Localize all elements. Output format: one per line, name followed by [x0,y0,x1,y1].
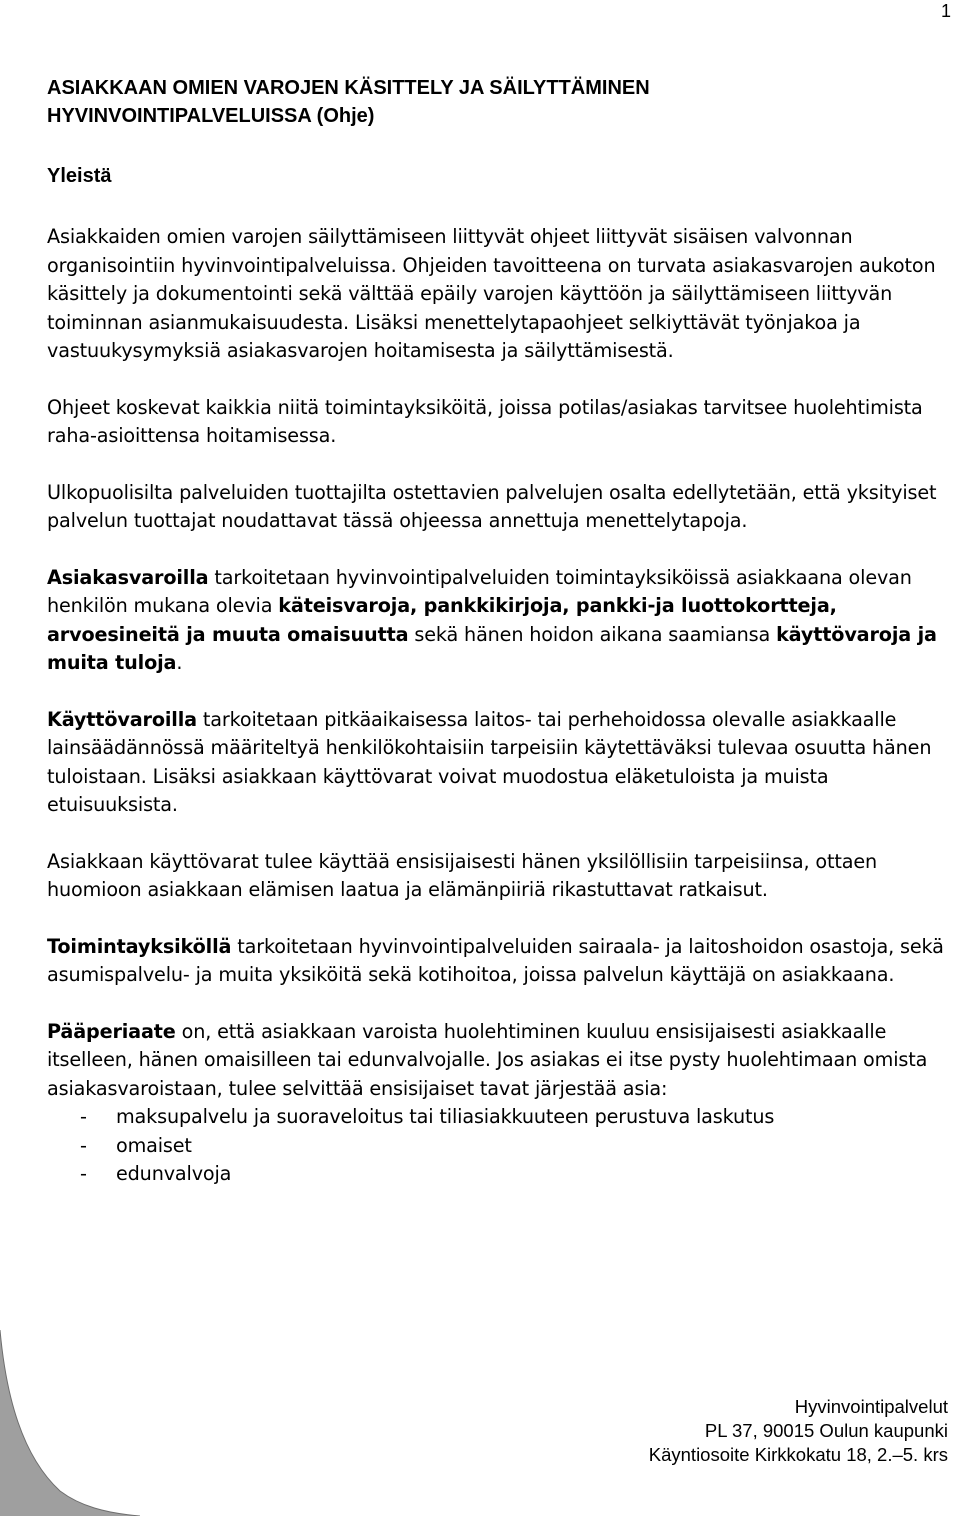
emphasis-assets: käteisvaroja, pankkikirjoja, pankki-ja luottokortteja, arvoesineitä ja muuta omaisuutta [47,594,837,646]
emphasis-kayttovarat: käyttövaroja ja muita tuloja [47,622,937,674]
principle-text: on, että asiakkaan varoista huolehtiminen kuuluu ensisijaisesti asiakkaalle itselleen, hänen omaisilleen tai edunvalvojalle. Jos asiakas ei itse pysty huolehtimaan omista asiakasvaroistaan, tulee selvittää ensisijaiset tavat järjestää asia: [47,1019,928,1100]
document-title-line-2: HYVINVOINTIPALVELUISSA (Ohje) [47,105,375,127]
paragraph-toimintayksikko-definition [47,933,952,990]
footer-organization: Hyvinvointipalvelut [794,1396,948,1417]
list-item [47,1132,952,1161]
definition-text-3: . [176,651,183,674]
term-paaperiaate: Pääperiaate [47,1019,176,1043]
footer-address [649,1395,948,1467]
footer-visiting-address: Käyntiosoite Kirkkokatu 18, 2.–5. krs [648,1444,948,1465]
footer-postal-address: PL 37, 90015 Oulun kaupunki [704,1420,948,1441]
paragraph-scope: Ohjeet koskevat kaikkia niitä toimintayksiköitä, joissa potilas/asiakas tarvitsee huolehtimista raha-asioittensa hoitamisessa. [47,395,923,447]
definition-text: tarkoitetaan pitkäaikaisessa laitos- tai perhehoidossa olevalle asiakkaalle lainsäädännössä määriteltyä henkilökohtaisiin tarpeisiin käytettäväksi tulevaa osuutta hänen tuloistaan. Lisäksi asiakkaan käyttövarat voivat muodostua eläketuloista ja muista etuisuuksista. [47,707,932,816]
paragraph-paaperiaate [47,1018,952,1104]
paragraph-external-providers: Ulkopuolisilta palveluiden tuottajilta ostettavien palvelujen osalta edellytetään, että yksityiset palvelun tuottajat noudattavat tässä ohjeessa annettuja menettelytapoja. [47,480,937,532]
list-item [47,1103,952,1132]
document-body [47,74,952,1189]
paragraph-kayttovarat-definition [47,706,952,820]
list-item-text: maksupalvelu ja suoraveloitus tai tiliasiakkuuteen perustuva laskutus [116,1105,775,1128]
paragraph-asiakasvarat-definition [47,564,952,678]
term-asiakasvaroilla: Asiakasvaroilla [47,565,209,589]
section-heading-yleista: Yleistä [47,165,112,187]
definition-text-1: tarkoitetaan hyvinvointipalveluiden toimintayksiköissä asiakkaana olevan henkilön mukana olevia [47,565,912,617]
definition-text: tarkoitetaan hyvinvointipalveluiden sairaala- ja laitoshoidon osastoja, sekä asumispalvelu- ja muita yksiköitä sekä kotihoitoa, joissa palvelun käyttäjä on asiakkaana. [47,934,944,986]
document-title-line-1: ASIAKKAAN OMIEN VAROJEN KÄSITTELY JA SÄILYTTÄMINEN [47,77,650,99]
paragraph-kayttovarat-usage: Asiakkaan käyttövarat tulee käyttää ensisijaisesti hänen yksilöllisiin tarpeisiinsa, ottaen huomioon asiakkaan elämisen laatua ja elämänpiiriä rikastuttavat ratkaisut. [47,849,878,901]
list-item [47,1160,952,1189]
decorative-corner-swoosh [0,1326,140,1516]
document-title [47,74,952,130]
paragraph-intro: Asiakkaiden omien varojen säilyttämiseen liittyvät ohjeet liittyvät sisäisen valvonnan organisointiin hyvinvointipalveluissa. Ohjeiden tavoitteena on turvata asiakasvarojen aukoton käsittely ja dokumentointi sekä välttää epäily varojen käyttöön ja säilyttämiseen liittyvän toiminnan asianmukaisuudesta. Lisäksi menettelytapaohjeet selkiyttävät työnjakoa ja vastuukysymyksiä asiakasvarojen hoitamisesta ja säilyttämisestä. [47,225,936,362]
page-number: 1 [940,1,951,21]
definition-text-2: sekä hänen hoidon aikana saamiansa [408,622,777,646]
list-item-text: omaiset [116,1133,192,1157]
dash-bullet: - [80,1105,87,1128]
dash-bullet: - [80,1133,87,1157]
list-item-text: edunvalvoja [116,1162,232,1185]
term-toimintayksikolla: Toimintayksiköllä [47,934,232,958]
dash-bullet: - [80,1162,87,1185]
options-list [47,1103,952,1189]
term-kayttovaroilla: Käyttövaroilla [47,707,197,731]
